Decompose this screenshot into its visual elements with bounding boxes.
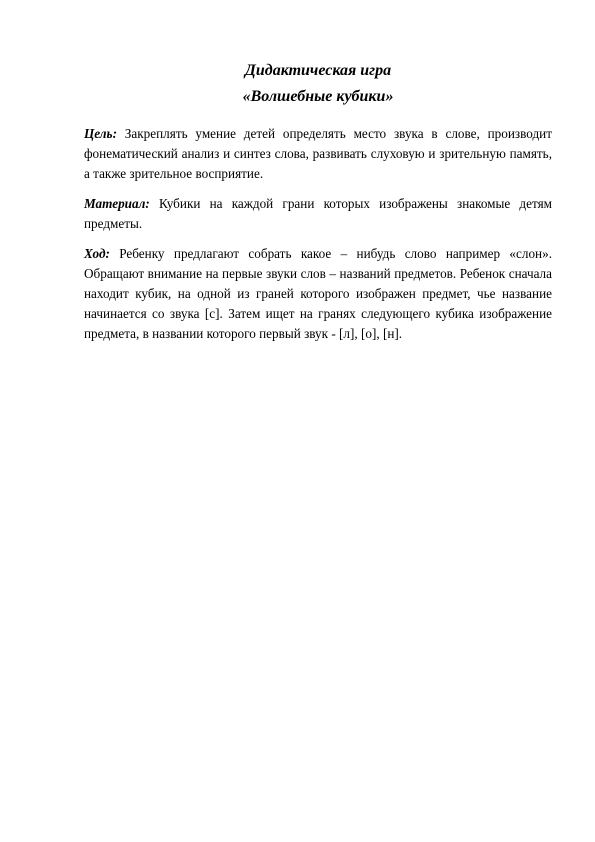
goal-text: Закреплять умение детей определять место звука в слове, производит фонематический анализ и синтез слова, развивать слуховую и зрительную память, а также зрительное восприятие. (84, 126, 553, 181)
material-label: Материал: (84, 196, 150, 211)
document-title-line2: «Волшебные кубики» (242, 88, 394, 105)
title-block (84, 58, 552, 110)
goal-paragraph (84, 124, 552, 184)
document-title-line1: Дидактическая игра (244, 62, 392, 79)
procedure-label: Ход: (84, 246, 110, 261)
material-text: Кубики на каждой грани которых изображены знакомые детям предметы. (84, 196, 552, 231)
material-paragraph (84, 194, 552, 234)
document-page (84, 58, 552, 354)
procedure-paragraph (84, 244, 552, 344)
goal-label: Цель: (84, 126, 117, 141)
procedure-text: Ребенку предлагают собрать какое – нибудь слово например «слон». Обращают внимание на первые звуки слов – названий предметов. Ребенок сначала находит кубик, на одной из граней которого изображен предмет, чье название начинается со звука [с]. Затем ищет на гранях следующего кубика изображение предмета, в названии которого первый звук - [л], [о], [н]. (84, 246, 552, 341)
